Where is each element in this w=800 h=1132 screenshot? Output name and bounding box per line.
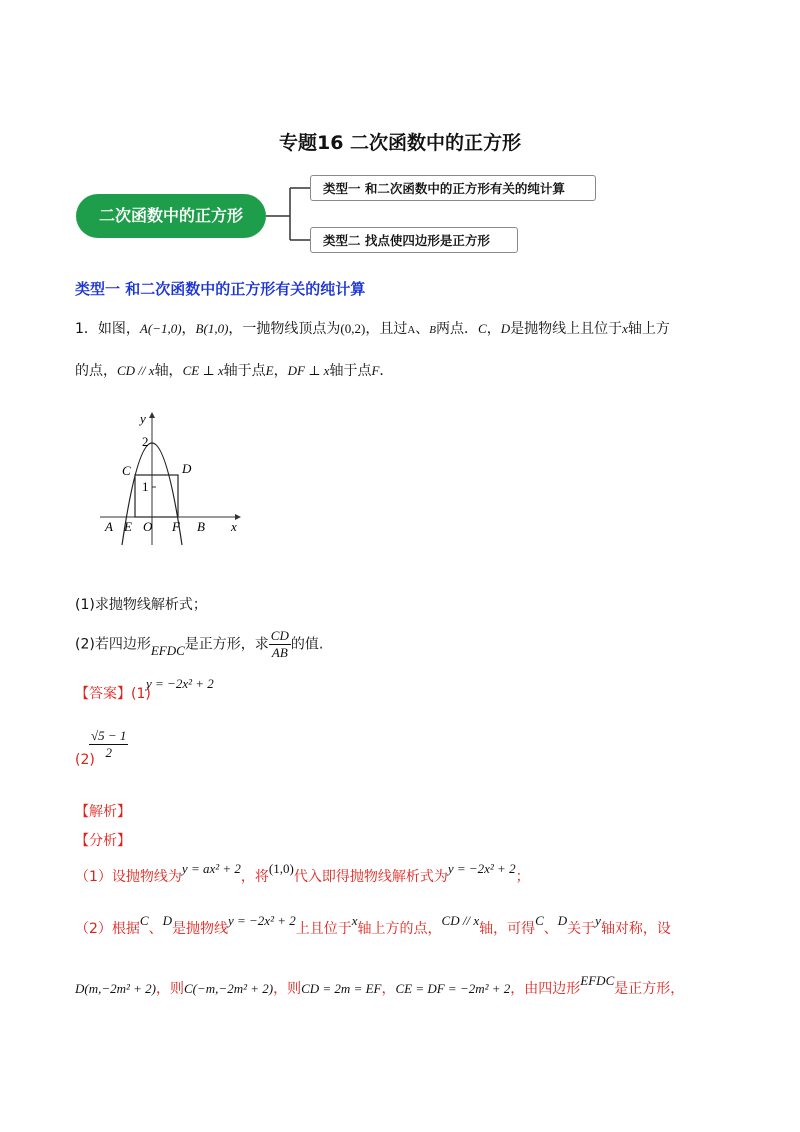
label-B: B	[429, 324, 437, 336]
fig-label-x: x	[231, 519, 237, 534]
text: 轴于点	[223, 363, 266, 379]
eq-general: y = ax² + 2	[181, 861, 241, 876]
df-perp: DF ⊥ x	[287, 363, 330, 378]
label-F: F	[371, 363, 380, 378]
text: ，	[381, 981, 396, 997]
sep: 、	[148, 921, 163, 937]
fig-label-O: O	[143, 519, 153, 534]
fenxi-line-3	[75, 973, 685, 998]
frac-den: 2	[105, 745, 112, 760]
fig-label-B: B	[197, 519, 205, 534]
text: 轴对称，设	[600, 921, 671, 937]
text: 是正方形，	[614, 981, 685, 997]
cd-parallel: CD // x	[117, 363, 155, 378]
fenxi-line-1	[75, 861, 530, 886]
fig-label-E: E	[124, 519, 132, 534]
label-x: x	[351, 913, 358, 928]
fraction-cd-ab	[269, 628, 291, 661]
label-D: D	[500, 321, 511, 336]
text: 轴上方	[627, 321, 670, 337]
fig-label-C: C	[122, 463, 131, 478]
answer-1-eq: y = −2x² + 2	[146, 676, 214, 691]
text: 两点．	[436, 321, 479, 337]
cd-parallel: CD // x	[441, 913, 480, 928]
label-D: D	[557, 913, 568, 928]
text: (2)若四边形	[75, 636, 151, 653]
eq-cd: CD = 2m = EF	[301, 981, 382, 996]
comma: ，	[486, 321, 501, 337]
fraction	[89, 728, 128, 761]
fenxi-label: 【分析】	[75, 833, 131, 849]
mindmap-branch-type2: 类型二 找点使四边形是正方形	[310, 227, 518, 253]
question-1: (1)求抛物线解析式；	[75, 597, 207, 613]
answer-2-label: (2)	[75, 752, 95, 768]
text: 是正方形，求	[184, 636, 269, 653]
text: 关于	[567, 921, 596, 937]
text: ，且过	[365, 321, 408, 337]
text: 轴，	[154, 363, 183, 379]
text: （1）设抛物线为	[75, 869, 182, 885]
fig-label-D: D	[182, 461, 192, 476]
problem-line-2	[75, 360, 393, 380]
eq-ce: CE = DF = −2m² + 2	[395, 981, 511, 996]
point-B: B(1,0)	[195, 321, 229, 336]
question-2	[75, 628, 323, 661]
ce-perp: CE ⊥ x	[182, 363, 224, 378]
eq-result: y = −2x² + 2	[447, 861, 516, 876]
mindmap-root: 二次函数中的正方形	[76, 194, 266, 238]
label-C: C	[535, 913, 544, 928]
problem-number: 1．如图，	[75, 321, 140, 337]
point-D: D(m,−2m² + 2)	[75, 981, 157, 996]
label-C: C	[139, 913, 149, 928]
answer-label: 【答案】(1)	[75, 686, 151, 702]
text: 的值.	[290, 636, 324, 653]
mindmap-connectors	[0, 0, 800, 300]
label-efdc: EFDC	[150, 642, 185, 658]
point-A: A(−1,0)	[139, 321, 182, 336]
section-heading-type1: 类型一 和二次函数中的正方形有关的纯计算	[75, 280, 366, 298]
label-efdc: EFDC	[580, 973, 615, 988]
text: ，则	[156, 981, 185, 997]
label-A: A	[407, 324, 416, 336]
text: 是抛物线上且位于	[510, 321, 623, 337]
text: 轴，可得	[479, 921, 536, 937]
text: 代入即得抛物线解析式为	[293, 869, 448, 885]
text: ，一抛物线顶点为	[228, 321, 341, 337]
period: ．	[379, 363, 394, 379]
label-C: C	[478, 321, 487, 336]
point-1-0: (1,0)	[268, 861, 294, 876]
text: 轴于点	[329, 363, 372, 379]
fig-label-1: 1	[142, 479, 149, 494]
text: ，则	[273, 981, 302, 997]
fenxi-line-2	[75, 913, 671, 938]
label-D: D	[162, 913, 172, 928]
eq-parabola: y = −2x² + 2	[227, 913, 296, 928]
text: 上且位于	[295, 921, 352, 937]
point-C: C(−m,−2m² + 2)	[184, 981, 274, 996]
fig-label-F: F	[172, 519, 180, 534]
comma: ，	[273, 363, 288, 379]
text: 是抛物线	[171, 921, 228, 937]
vertex: (0,2)	[340, 321, 366, 336]
fig-label-y: y	[140, 411, 146, 426]
text: ，由四边形	[510, 981, 581, 997]
text: ，将	[240, 869, 269, 885]
fig-label-2: 2	[142, 434, 149, 449]
parabola-figure	[100, 405, 250, 550]
frac-den: AB	[271, 645, 288, 660]
label-y: y	[595, 913, 601, 928]
label-E: E	[265, 363, 274, 378]
answer-2-fraction	[89, 728, 128, 761]
text: （2）根据	[75, 921, 140, 937]
fig-label-A: A	[105, 519, 113, 534]
text: 轴上方的点，	[357, 921, 442, 937]
comma: ，	[181, 321, 196, 337]
sep: 、	[415, 321, 430, 337]
text: 的点，	[75, 363, 117, 379]
mindmap-branch-type1: 类型一 和二次函数中的正方形有关的纯计算	[310, 175, 596, 201]
problem-line-1	[75, 318, 670, 338]
sep: 、	[543, 921, 558, 937]
page-title: 专题16 二次函数中的正方形	[278, 132, 522, 154]
label-x: x	[622, 321, 628, 336]
frac-num: √5 − 1	[91, 728, 127, 743]
analysis-label: 【解析】	[75, 804, 131, 820]
frac-num: CD	[270, 628, 289, 643]
text: ；	[515, 869, 530, 885]
